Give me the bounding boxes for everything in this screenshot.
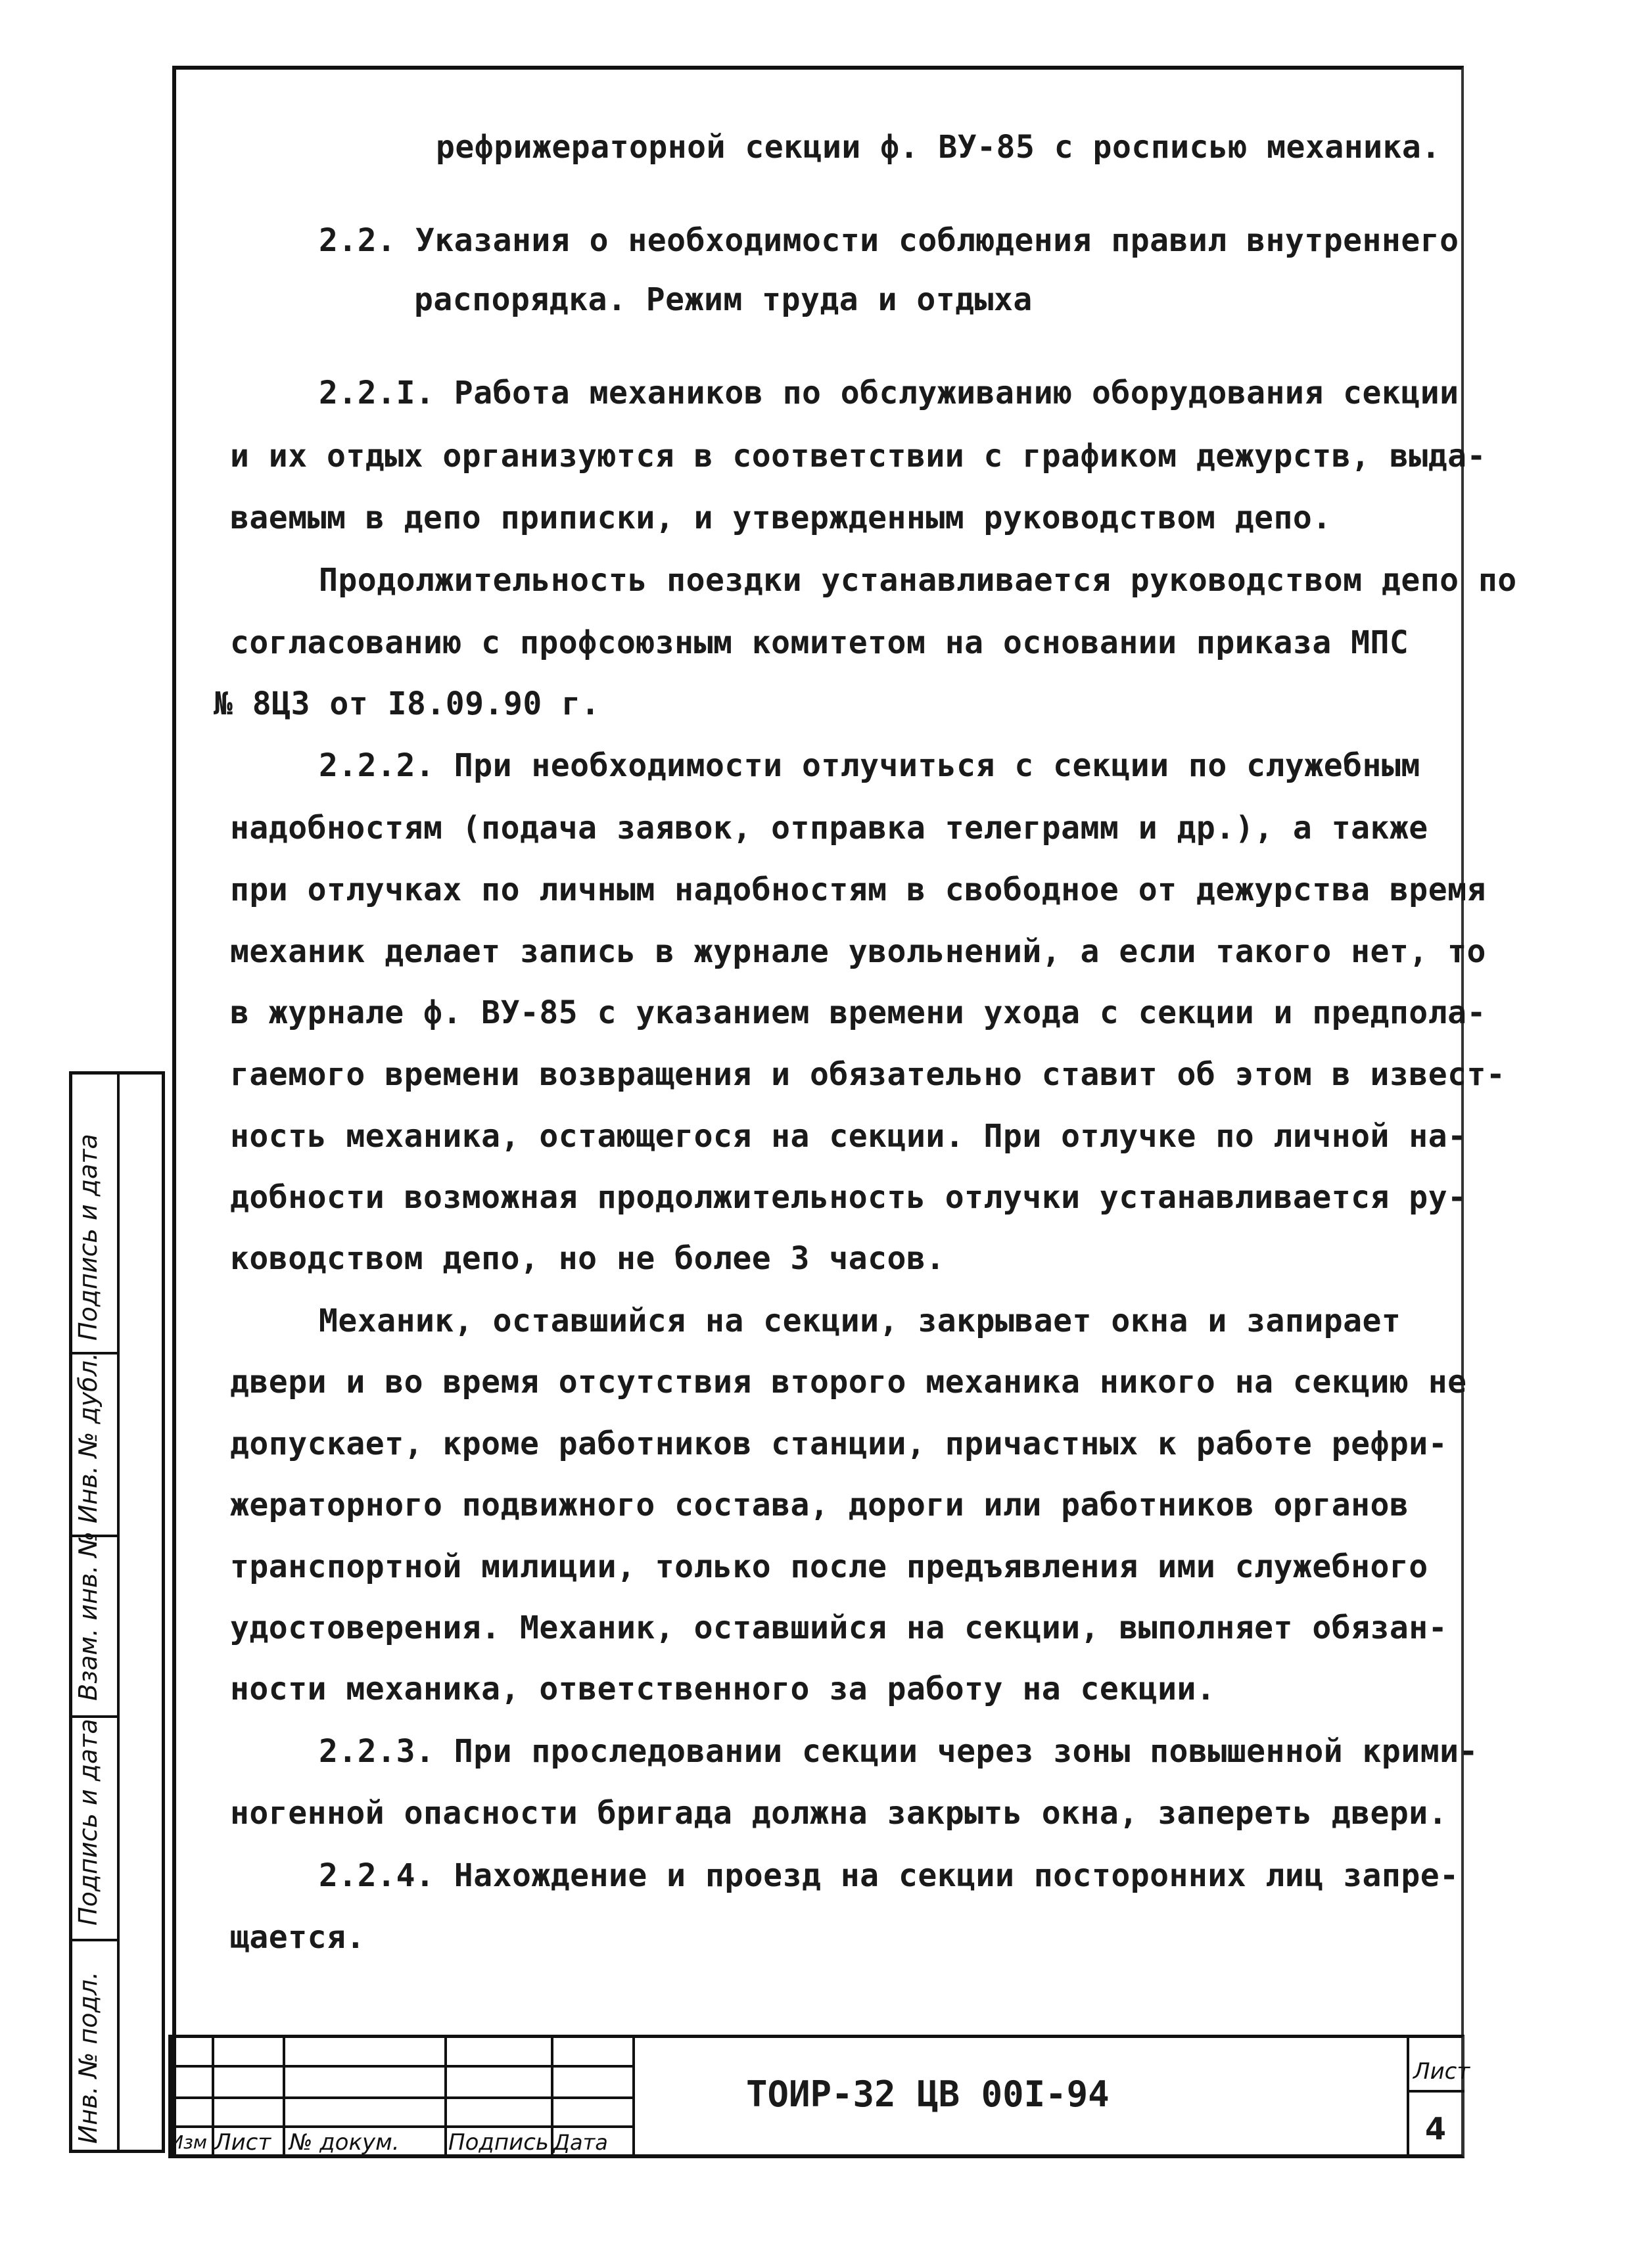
text-line: ногенной опасности бригада должна закрыть окна, запереть двери. xyxy=(230,1795,1448,1832)
text-line: ваемым в депо приписки, и утвержденным руководством депо. xyxy=(230,499,1332,536)
stamp-rule xyxy=(444,2035,447,2158)
section-heading-cont: распорядка. Режим труда и отдыха xyxy=(414,281,1033,318)
stamp-rule xyxy=(168,2065,635,2068)
text-line: ности механика, ответственного за работу на секции. xyxy=(230,1671,1216,1707)
text-line: 2.2.I. Работа механиков по обслуживанию оборудования секции xyxy=(319,375,1459,411)
text-line: надобностям (подача заявок, отправка телеграмм и др.), а также xyxy=(230,810,1428,846)
text-line: допускает, кроме работников станции, причастных к работе рефри- xyxy=(230,1425,1448,1462)
stamp-rule xyxy=(1407,2035,1409,2158)
text-line: 2.2.2. При необходимости отлучиться с секции по служебным xyxy=(319,747,1420,784)
text-line: № 8ЦЗ от I8.09.90 г. xyxy=(214,685,600,722)
stamp-rule xyxy=(168,2096,635,2099)
text-line: Продолжительность поездки устанавливается руководством депо по xyxy=(319,562,1517,599)
text-line: 2.2.3. При проследовании секции через зоны повышенной крими- xyxy=(319,1733,1478,1770)
margin-inv-podl: Инв. № подл. xyxy=(74,1971,103,2144)
text-line: транспортной милиции, только после предъявления ими служебного xyxy=(230,1548,1428,1585)
document-code: ТОИР-32 ЦВ 00I-94 xyxy=(746,2073,1110,2115)
text-line: согласованию с профсоюзным комитетом на основании приказа МПС xyxy=(230,624,1409,661)
margin-rule xyxy=(72,1939,117,1941)
text-line: ность механика, остающегося на секции. При отлучке по личной на- xyxy=(230,1118,1467,1155)
stamp-rule xyxy=(283,2035,285,2158)
stamp-col-izm: Изм xyxy=(170,2131,207,2153)
sheet-label: Лист xyxy=(1413,2058,1470,2085)
stamp-col-list: Лист xyxy=(214,2129,271,2156)
section-heading: 2.2. Указания о необходимости соблюдения правил внутреннего xyxy=(319,222,1459,259)
page-number: 4 xyxy=(1425,2111,1447,2146)
stamp-rule xyxy=(168,2125,635,2128)
text-line: при отлучках по личным надобностям в свободное от дежурства время xyxy=(230,871,1486,908)
text-line: добности возможная продолжительность отлучки устанавливается ру- xyxy=(230,1179,1467,1216)
margin-rule xyxy=(72,1715,117,1718)
text-line: щается. xyxy=(230,1919,365,1956)
text-line: 2.2.4. Нахождение и проезд на секции посторонних лиц запре- xyxy=(319,1857,1459,1894)
margin-rule xyxy=(117,1075,120,2150)
text-line: двери и во время отсутствия второго механика никого на секцию не xyxy=(230,1364,1467,1400)
stamp-col-doc: № докум. xyxy=(289,2129,400,2156)
margin-vzam-inv: Взам. инв. № xyxy=(74,1531,103,1701)
stamp-rule xyxy=(632,2035,635,2158)
margin-inv-dubl: Инв. № дубл. xyxy=(74,1353,103,1523)
stamp-col-sign: Подпись xyxy=(448,2129,549,2156)
stamp-rule xyxy=(1407,2090,1464,2093)
stamp-col-date: Дата xyxy=(553,2130,608,2155)
margin-sign-date-2: Подпись и дата xyxy=(74,1719,103,1926)
text-line: в журнале ф. ВУ-85 с указанием времени ухода с секции и предпола- xyxy=(230,994,1486,1031)
text-line: рефрижераторной секции ф. ВУ-85 с росписью механика. xyxy=(436,129,1441,166)
margin-sign-date-1: Подпись и дата xyxy=(74,1134,103,1341)
text-line: ководством депо, но не более 3 часов. xyxy=(230,1240,945,1277)
text-line: и их отдых организуются в соответствии с графиком дежурств, выда- xyxy=(230,438,1486,474)
text-line: удостоверения. Механик, оставшийся на секции, выполняет обязан- xyxy=(230,1609,1448,1646)
text-line: жераторного подвижного состава, дороги или работников органов xyxy=(230,1487,1409,1523)
text-line: Механик, оставшийся на секции, закрывает окна и запирает xyxy=(319,1303,1401,1339)
text-line: гаемого времени возвращения и обязательно ставит об этом в извест- xyxy=(230,1056,1506,1093)
text-line: механик делает запись в журнале увольнений, а если такого нет, то xyxy=(230,933,1486,970)
